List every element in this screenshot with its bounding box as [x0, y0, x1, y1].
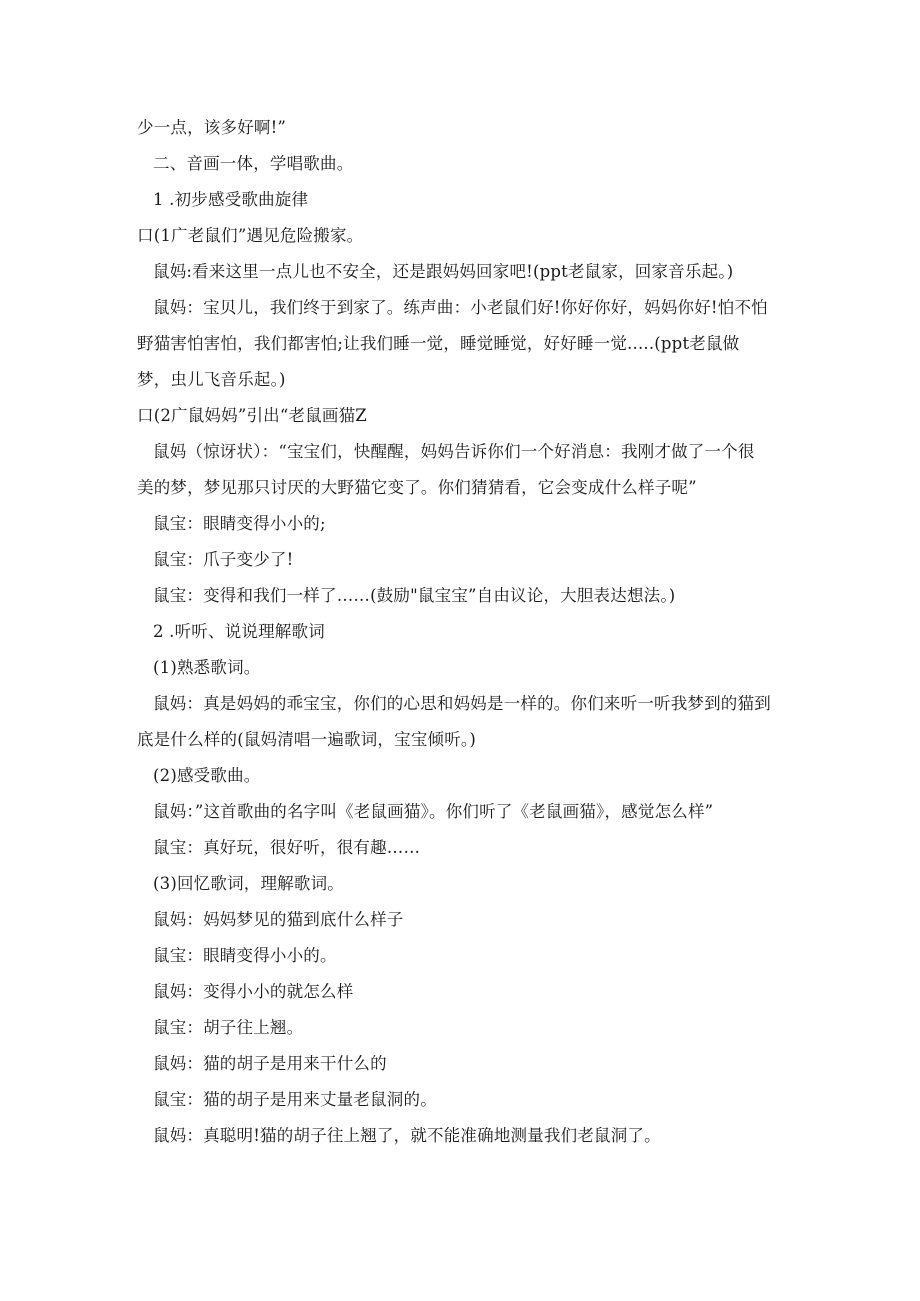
text-line: 鼠宝：眼睛变得小小的。 [153, 946, 337, 965]
text-line: 口(1广老鼠们”遇见危险搬家。 [137, 226, 364, 245]
text-line: (2)感受歌曲。 [153, 766, 261, 785]
text-line: 野猫害怕害怕，我们都害怕;让我们睡一觉，睡觉睡觉，好好睡一觉.....(ppt老鼠做 [137, 334, 740, 353]
text-line: (3)回忆歌词，理解歌词。 [153, 874, 344, 893]
text-line: 鼠宝：爪子变少了! [153, 550, 294, 569]
text-line: 底是什么样的(鼠妈清唱一遍歌词，宝宝倾听。) [137, 730, 477, 749]
text-line: 鼠宝：真好玩，很好听，很有趣…… [153, 838, 421, 857]
text-line: 鼠妈：”这首歌曲的名字叫《老鼠画猫》。你们听了《老鼠画猫》，感觉怎么样” [153, 802, 714, 821]
text-line: 美的梦，梦见那只讨厌的大野猫它变了。你们猜猜看，它会变成什么样子呢” [137, 478, 697, 497]
text-line: 鼠妈：宝贝儿，我们终于到家了。练声曲：小老鼠们好!你好你好，妈妈你好!怕不怕 [153, 298, 768, 317]
text-line: 鼠妈：真是妈妈的乖宝宝，你们的心思和妈妈是一样的。你们来听一听我梦到的猫到 [153, 694, 771, 713]
text-line: 鼠妈:看来这里一点儿也不安全，还是跟妈妈回家吧!(ppt老鼠家，回家音乐起。) [153, 262, 734, 281]
text-line: 鼠宝：猫的胡子是用来丈量老鼠洞的。 [153, 1090, 437, 1109]
text-line: 鼠妈（惊讶状）：“宝宝们，快醒醒，妈妈告诉你们一个好消息：我刚才做了一个很 [153, 442, 755, 461]
subsection-heading: 1 .初步感受歌曲旋律 [153, 190, 309, 209]
text-line: 鼠宝：变得和我们一样了……(鼓励"鼠宝宝”自由议论，大胆表达想法。) [153, 586, 676, 605]
text-line: 少一点，该多好啊!” [137, 118, 287, 137]
text-line: 鼠宝：胡子往上翘。 [153, 1018, 304, 1037]
text-line: 梦，虫儿飞音乐起。) [137, 370, 286, 389]
subsection-heading: 2 .听听、说说理解歌词 [153, 622, 325, 641]
section-heading: 二、音画一体，学唱歌曲。 [153, 154, 354, 173]
text-line: 鼠妈：变得小小的就怎么样 [153, 982, 354, 1001]
text-line: 鼠妈：真聪明!猫的胡子往上翘了，就不能准确地测量我们老鼠洞了。 [153, 1126, 661, 1145]
text-line: 鼠妈：猫的胡子是用来干什么的 [153, 1054, 387, 1073]
text-line: (1)熟悉歌词。 [153, 658, 261, 677]
text-line: 鼠妈：妈妈梦见的猫到底什么样子 [153, 910, 404, 929]
text-line: 口(2广鼠妈妈”引出“老鼠画猫Z [137, 406, 367, 425]
text-line: 鼠宝：眼睛变得小小的; [153, 514, 326, 533]
